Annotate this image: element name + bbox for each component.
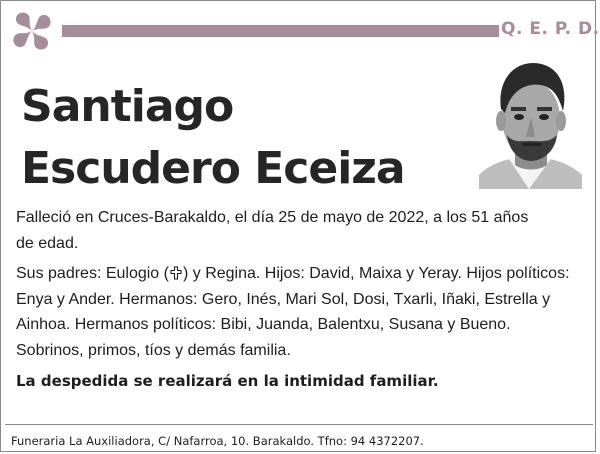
funeral-home-footer: Funeraria La Auxiliadora, C/ Nafarroa, 10. Barakaldo. Tfno: 94 4372207. — [11, 434, 424, 448]
family-text-start: Sus padres: Eulogio ( — [16, 265, 169, 282]
family-paragraph — [16, 261, 581, 363]
farewell-paragraph: La despedida se realizará en la intimidad familiar. — [16, 372, 439, 390]
family-text-end: ) y Regina. Hijos: David, Maixa y Yeray. Hijos políticos: Enya y Ander. Hermanos: Gero, Inés, Mari Sol, Dosi, Txarli, Iñaki, Estrella y Ainhoa. Hermanos políticos: Bibi, Juanda, Balentxu, Susana y Bueno. Sobrinos, primos, tíos y demás familia. — [16, 265, 570, 359]
qepd-badge: Q. E. P. D. — [501, 19, 600, 39]
header-bar — [62, 25, 499, 37]
death-notice-paragraph: Falleció en Cruces-Barakaldo, el día 25 de mayo de 2022, a los 51 años de edad. — [16, 209, 529, 252]
footer-divider — [5, 424, 593, 425]
cross-icon — [169, 266, 183, 280]
lauburu-icon — [6, 5, 58, 57]
deceased-first-name: Santiago — [21, 81, 234, 132]
deceased-surnames: Escudero Eceiza — [21, 143, 405, 194]
portrait-photo — [479, 57, 582, 189]
